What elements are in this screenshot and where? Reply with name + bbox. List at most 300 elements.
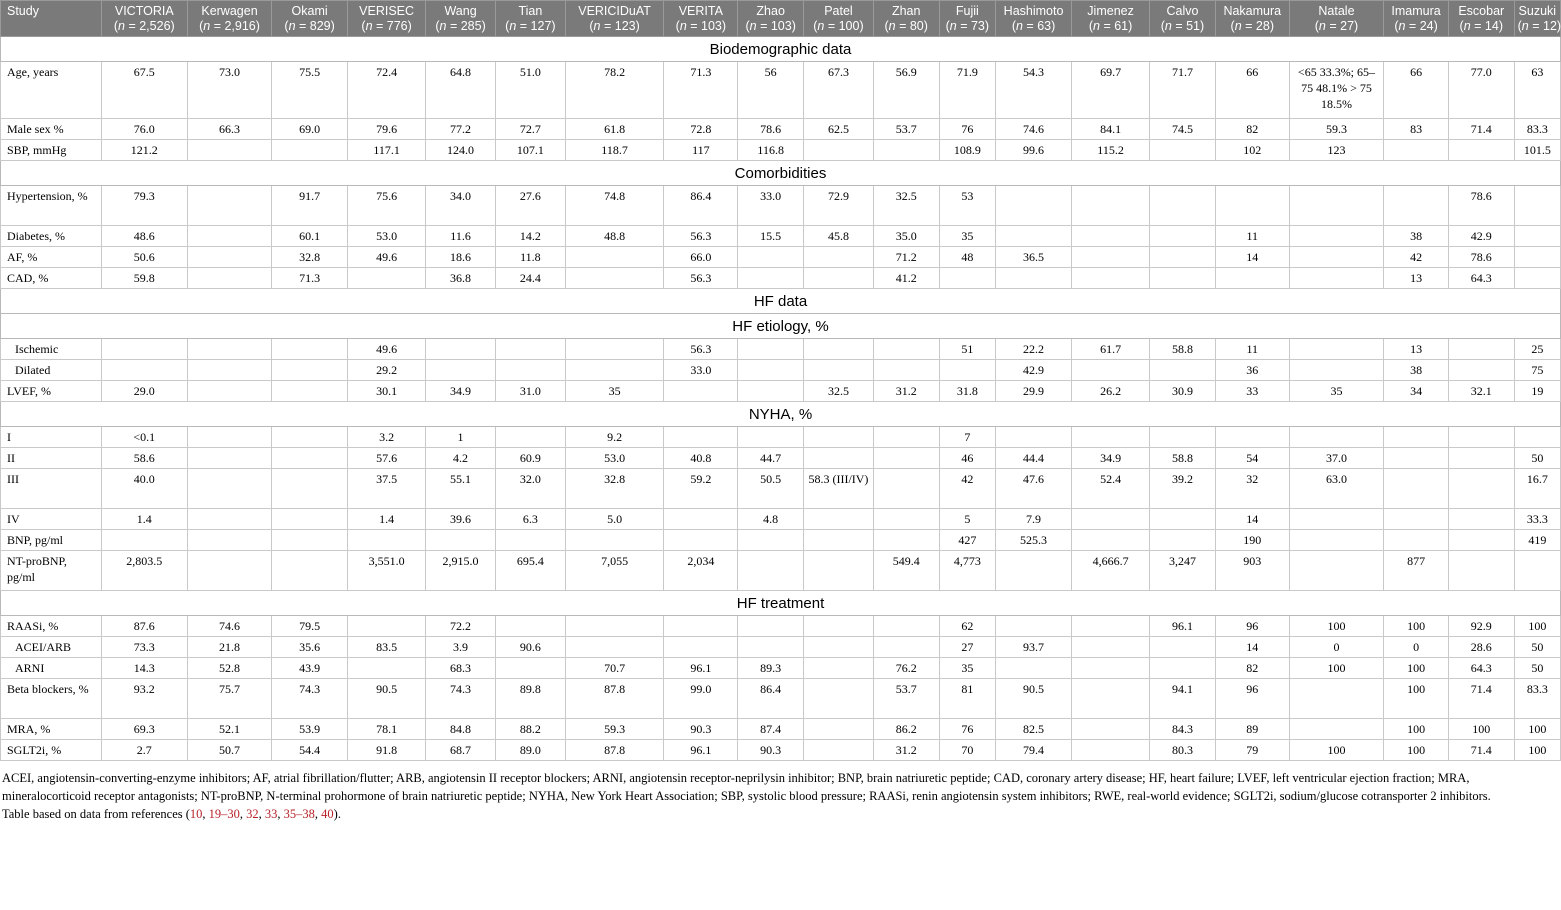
table-cell — [1072, 247, 1150, 268]
table-cell — [738, 339, 804, 360]
table-cell: 1.4 — [101, 509, 187, 530]
table-cell: 64.3 — [1448, 658, 1514, 679]
table-row — [1, 551, 1561, 591]
table-cell: 124.0 — [426, 140, 496, 161]
header-study-11 — [939, 1, 995, 37]
table-cell: 32.5 — [873, 186, 939, 226]
table-cell: 15.5 — [738, 226, 804, 247]
table-cell — [1448, 339, 1514, 360]
table-cell: 30.9 — [1150, 381, 1216, 402]
table-cell — [1384, 530, 1449, 551]
table-cell — [804, 740, 874, 761]
table-cell — [101, 530, 187, 551]
table-cell — [1072, 226, 1150, 247]
table-cell: 59.8 — [101, 268, 187, 289]
section-row — [1, 289, 1561, 314]
reference-link[interactable]: 33 — [264, 807, 278, 821]
row-label: LVEF, % — [1, 381, 102, 402]
table-cell: 100 — [1384, 719, 1449, 740]
table-cell — [1150, 427, 1216, 448]
study-name: VERITA — [678, 4, 723, 18]
table-cell: 93.2 — [101, 679, 187, 719]
table-cell — [565, 616, 664, 637]
section-title: HF treatment — [1, 591, 1561, 616]
table-cell: 877 — [1384, 551, 1449, 591]
table-cell — [1448, 469, 1514, 509]
table-cell: 100 — [1514, 616, 1560, 637]
table-cell: 7,055 — [565, 551, 664, 591]
table-cell — [1072, 530, 1150, 551]
table-cell — [1448, 140, 1514, 161]
table-cell — [426, 530, 496, 551]
sample-size-value: 12 — [1543, 19, 1557, 33]
table-cell: 96.1 — [664, 658, 738, 679]
reference-separator: , — [202, 807, 209, 821]
table-cell: 50 — [1514, 637, 1560, 658]
abbreviations-note: ACEI, angiotensin-converting-enzyme inhibitors; AF, atrial fibrillation/flutter; ARB, angiotensin II receptor blockers; ARNI, angiotensin receptor-neprilysin inhibitor; BNP, brain natriuretic peptide; CAD, coronary artery disease; HF, heart failure; LVEF, left ventricular ejection fraction; MRA, mineralocorticoid receptor antagonists; NT-proBNP, N-terminal prohormone of brain natriuretic peptide; NYHA, New York Heart Association; SBP, systolic blood pressure; RAASi, renin angiotensin system inhibitors; RWE, real-world evidence; SGLT2i, sodium/glucose cotransporter 2 inhibitors. — [2, 771, 1491, 803]
table-cell: 90.5 — [996, 679, 1072, 719]
table-cell — [873, 469, 939, 509]
study-name: Imamura — [1391, 4, 1441, 18]
study-sample-size: (n = 776) — [361, 19, 412, 33]
table-cell: 46 — [939, 448, 995, 469]
table-cell — [996, 427, 1072, 448]
table-row — [1, 658, 1561, 679]
table-row — [1, 469, 1561, 509]
reference-link[interactable]: 32 — [246, 807, 259, 821]
study-sample-size: (n = 2,526) — [113, 19, 175, 33]
table-cell — [272, 469, 348, 509]
table-cell — [187, 360, 271, 381]
table-cell: 18.6 — [426, 247, 496, 268]
table-row — [1, 247, 1561, 268]
study-name: Zhan — [891, 4, 921, 18]
table-cell — [1514, 247, 1560, 268]
table-cell — [664, 427, 738, 448]
table-cell — [738, 551, 804, 591]
table-cell — [1150, 360, 1216, 381]
table-cell: 75.6 — [348, 186, 426, 226]
table-cell: 100 — [1289, 740, 1383, 761]
section-title: NYHA, % — [1, 402, 1561, 427]
table-cell: 96.1 — [1150, 616, 1216, 637]
sample-size-value: 103 — [770, 19, 792, 33]
table-cell: 31.2 — [873, 381, 939, 402]
table-row — [1, 448, 1561, 469]
table-cell: 96 — [1215, 616, 1289, 637]
table-cell: 79.3 — [101, 186, 187, 226]
table-cell: 80.3 — [1150, 740, 1216, 761]
table-cell: 86.4 — [664, 186, 738, 226]
table-cell: 73.3 — [101, 637, 187, 658]
table-cell — [426, 360, 496, 381]
table-cell — [272, 448, 348, 469]
table-cell: 52.4 — [1072, 469, 1150, 509]
table-cell: 53.0 — [348, 226, 426, 247]
table-cell — [101, 360, 187, 381]
study-sample-size: (n = 28) — [1230, 19, 1274, 33]
header-study-6 — [565, 1, 664, 37]
table-cell — [664, 381, 738, 402]
table-cell — [187, 448, 271, 469]
row-label: SBP, mmHg — [1, 140, 102, 161]
table-cell: 79.5 — [272, 616, 348, 637]
table-cell: 49.6 — [348, 247, 426, 268]
study-sample-size: (n = 51) — [1160, 19, 1205, 33]
table-cell — [873, 530, 939, 551]
table-cell: 903 — [1215, 551, 1289, 591]
study-sample-size: (n = 14) — [1459, 19, 1503, 33]
section-title: Comorbidities — [1, 161, 1561, 186]
table-cell: 78.2 — [565, 62, 664, 119]
table-cell: 99.0 — [664, 679, 738, 719]
table-cell: 9.2 — [565, 427, 664, 448]
table-cell: 77.0 — [1448, 62, 1514, 119]
table-row — [1, 381, 1561, 402]
table-cell — [565, 530, 664, 551]
table-cell — [804, 268, 874, 289]
table-cell — [939, 268, 995, 289]
table-cell: 54.4 — [272, 740, 348, 761]
table-row — [1, 119, 1561, 140]
table-cell: 84.3 — [1150, 719, 1216, 740]
table-cell: 78.6 — [1448, 186, 1514, 226]
header-study-9 — [804, 1, 874, 37]
row-label: MRA, % — [1, 719, 102, 740]
table-row — [1, 226, 1561, 247]
table-cell: 28.6 — [1448, 637, 1514, 658]
header-study-18 — [1448, 1, 1514, 37]
table-cell: 74.8 — [565, 186, 664, 226]
table-cell: 83.3 — [1514, 679, 1560, 719]
table-cell: 68.3 — [426, 658, 496, 679]
study-sample-size: (n = 123) — [589, 19, 640, 33]
reference-link[interactable]: 35–38 — [283, 807, 315, 821]
table-cell — [804, 616, 874, 637]
table-cell: 86.4 — [738, 679, 804, 719]
table-cell — [996, 616, 1072, 637]
table-cell — [804, 719, 874, 740]
table-cell: 72.7 — [495, 119, 565, 140]
table-cell: 40.8 — [664, 448, 738, 469]
table-cell — [664, 509, 738, 530]
table-cell: 71.9 — [939, 62, 995, 119]
table-cell — [1289, 719, 1383, 740]
study-sample-size: (n = 100) — [813, 19, 864, 33]
table-cell: 40.0 — [101, 469, 187, 509]
table-cell: 117 — [664, 140, 738, 161]
table-cell: 82 — [1215, 119, 1289, 140]
table-cell — [495, 360, 565, 381]
table-cell — [495, 339, 565, 360]
table-cell — [1150, 268, 1216, 289]
table-cell: 50 — [1514, 448, 1560, 469]
table-cell: 72.2 — [426, 616, 496, 637]
table-cell — [495, 427, 565, 448]
study-sample-size: (n = 829) — [284, 19, 335, 33]
table-cell: 695.4 — [495, 551, 565, 591]
table-cell: 56 — [738, 62, 804, 119]
table-cell: 0 — [1384, 637, 1449, 658]
table-cell: 36.5 — [996, 247, 1072, 268]
source-suffix: ). — [333, 807, 341, 821]
table-cell: 59.3 — [1289, 119, 1383, 140]
table-cell — [1150, 226, 1216, 247]
table-cell: 190 — [1215, 530, 1289, 551]
header-study-2 — [272, 1, 348, 37]
table-cell — [187, 469, 271, 509]
table-cell: 63.0 — [1289, 469, 1383, 509]
table-cell: 14 — [1215, 509, 1289, 530]
study-sample-size: (n = 27) — [1314, 19, 1359, 33]
row-label: Ischemic — [1, 339, 102, 360]
row-label: AF, % — [1, 247, 102, 268]
table-cell: 14.2 — [495, 226, 565, 247]
row-label: Dilated — [1, 360, 102, 381]
table-cell — [738, 381, 804, 402]
section-title: HF data — [1, 289, 1561, 314]
table-cell: 53 — [939, 186, 995, 226]
table-cell: 87.8 — [565, 740, 664, 761]
table-cell — [272, 339, 348, 360]
table-cell: 70 — [939, 740, 995, 761]
table-cell: 66 — [1384, 62, 1449, 119]
reference-link[interactable]: 10 — [189, 807, 203, 821]
table-cell: 14 — [1215, 247, 1289, 268]
table-cell — [1448, 509, 1514, 530]
table-cell: 55.1 — [426, 469, 496, 509]
table-cell: 62 — [939, 616, 995, 637]
row-label: Beta blockers, % — [1, 679, 102, 719]
table-cell: 38 — [1384, 226, 1449, 247]
table-cell: 42.9 — [996, 360, 1072, 381]
reference-link[interactable]: 40 — [321, 807, 334, 821]
section-row — [1, 314, 1561, 339]
study-sample-size: (n = 103) — [675, 19, 727, 33]
table-cell: 34 — [1384, 381, 1449, 402]
table-cell — [1514, 551, 1560, 591]
table-cell: 61.8 — [565, 119, 664, 140]
table-cell — [1072, 268, 1150, 289]
header-study-4 — [426, 1, 496, 37]
table-cell: 14 — [1215, 637, 1289, 658]
table-cell: 51 — [939, 339, 995, 360]
table-cell: 58.3 (III/IV) — [804, 469, 874, 509]
table-cell — [738, 360, 804, 381]
table-cell: 51.0 — [495, 62, 565, 119]
table-cell: 21.8 — [187, 637, 271, 658]
header-study-15 — [1215, 1, 1289, 37]
table-cell — [1514, 226, 1560, 247]
table-cell: 42 — [939, 469, 995, 509]
table-cell: 83 — [1384, 119, 1449, 140]
table-row — [1, 339, 1561, 360]
table-cell: 11 — [1215, 226, 1289, 247]
table-cell: 91.8 — [348, 740, 426, 761]
table-cell — [1072, 186, 1150, 226]
row-label: ARNI — [1, 658, 102, 679]
table-cell: <0.1 — [101, 427, 187, 448]
table-cell: 47.6 — [996, 469, 1072, 509]
table-cell: 58.8 — [1150, 339, 1216, 360]
table-cell — [1514, 268, 1560, 289]
table-cell: 427 — [939, 530, 995, 551]
table-cell: 90.3 — [664, 719, 738, 740]
study-name: Suzuki — [1518, 4, 1557, 18]
table-cell — [804, 658, 874, 679]
table-cell: 84.1 — [1072, 119, 1150, 140]
table-cell — [1514, 186, 1560, 226]
table-cell — [804, 679, 874, 719]
table-cell: 1 — [426, 427, 496, 448]
sample-size-value: 27 — [1340, 19, 1355, 33]
table-cell — [873, 360, 939, 381]
table-cell: 82.5 — [996, 719, 1072, 740]
study-name: Hashimoto — [1003, 4, 1064, 18]
table-row — [1, 740, 1561, 761]
reference-separator: , — [239, 807, 247, 821]
table-row — [1, 360, 1561, 381]
table-cell — [804, 339, 874, 360]
table-cell: 76.2 — [873, 658, 939, 679]
table-row — [1, 427, 1561, 448]
table-cell: 78.6 — [738, 119, 804, 140]
table-cell: 4.2 — [426, 448, 496, 469]
table-cell: 33.3 — [1514, 509, 1560, 530]
table-cell — [804, 637, 874, 658]
section-title: Biodemographic data — [1, 37, 1561, 62]
table-cell: 79 — [1215, 740, 1289, 761]
table-cell — [873, 427, 939, 448]
table-cell: 102 — [1215, 140, 1289, 161]
table-cell — [1289, 551, 1383, 591]
table-cell: 4,773 — [939, 551, 995, 591]
header-study-label: Study — [1, 1, 102, 37]
sample-size-value: 123 — [614, 19, 636, 33]
table-cell: 35 — [565, 381, 664, 402]
table-cell: 35 — [939, 658, 995, 679]
table-cell — [1072, 740, 1150, 761]
sample-size-value: 2,916 — [224, 19, 256, 33]
table-cell: 1.4 — [348, 509, 426, 530]
table-cell — [187, 186, 271, 226]
table-cell: 62.5 — [804, 119, 874, 140]
table-cell: 29.2 — [348, 360, 426, 381]
table-cell: 36 — [1215, 360, 1289, 381]
table-cell — [1384, 469, 1449, 509]
table-cell: 50 — [1514, 658, 1560, 679]
sample-size-value: 2,526 — [139, 19, 171, 33]
table-cell: 108.9 — [939, 140, 995, 161]
table-cell — [1150, 509, 1216, 530]
table-cell: 7 — [939, 427, 995, 448]
table-cell — [873, 140, 939, 161]
table-cell: 90.6 — [495, 637, 565, 658]
table-cell: 11 — [1215, 339, 1289, 360]
table-cell: 100 — [1384, 616, 1449, 637]
row-label: III — [1, 469, 102, 509]
reference-separator: , — [314, 807, 322, 821]
table-cell: 7.9 — [996, 509, 1072, 530]
study-sample-size: (n = 63) — [1011, 19, 1056, 33]
table-cell: 100 — [1514, 719, 1560, 740]
table-cell: 74.6 — [187, 616, 271, 637]
table-cell — [738, 427, 804, 448]
table-cell: 87.6 — [101, 616, 187, 637]
table-cell — [1289, 530, 1383, 551]
table-cell: 32.1 — [1448, 381, 1514, 402]
header-study-12 — [996, 1, 1072, 37]
sample-size-value: 285 — [460, 19, 482, 33]
table-cell: 53.7 — [873, 119, 939, 140]
sample-size-value: 776 — [386, 19, 408, 33]
header-study-10 — [873, 1, 939, 37]
table-cell: 54.3 — [996, 62, 1072, 119]
table-cell: 37.5 — [348, 469, 426, 509]
table-cell — [873, 637, 939, 658]
table-cell — [1072, 658, 1150, 679]
table-cell: 69.3 — [101, 719, 187, 740]
table-cell — [1072, 679, 1150, 719]
reference-separator: , — [258, 807, 265, 821]
table-cell: <65 33.3%; 65–75 48.1% > 75 18.5% — [1289, 62, 1383, 119]
table-cell — [1289, 339, 1383, 360]
header-study-0 — [101, 1, 187, 37]
sample-size-value: 100 — [838, 19, 860, 33]
table-cell: 82 — [1215, 658, 1289, 679]
table-cell: 27 — [939, 637, 995, 658]
table-cell: 79.4 — [996, 740, 1072, 761]
study-sample-size: (n = 24) — [1394, 19, 1438, 33]
table-cell — [1289, 360, 1383, 381]
table-cell: 69.7 — [1072, 62, 1150, 119]
table-cell: 117.1 — [348, 140, 426, 161]
table-cell: 52.1 — [187, 719, 271, 740]
table-cell: 74.6 — [996, 119, 1072, 140]
table-cell: 70.7 — [565, 658, 664, 679]
table-cell: 100 — [1289, 658, 1383, 679]
table-cell: 101.5 — [1514, 140, 1560, 161]
study-sample-size: (n = 2,916) — [199, 19, 260, 33]
table-cell: 116.8 — [738, 140, 804, 161]
table-cell: 50.6 — [101, 247, 187, 268]
row-label: ACEI/ARB — [1, 637, 102, 658]
table-cell: 59.2 — [664, 469, 738, 509]
section-row — [1, 161, 1561, 186]
table-cell — [1072, 719, 1150, 740]
table-cell — [187, 226, 271, 247]
study-sample-size: (n = 80) — [884, 19, 928, 33]
table-cell: 26.2 — [1072, 381, 1150, 402]
study-sample-size: (n = 73) — [945, 19, 990, 33]
table-cell: 72.4 — [348, 62, 426, 119]
table-cell — [187, 247, 271, 268]
table-cell — [1384, 509, 1449, 530]
header-study-3 — [348, 1, 426, 37]
table-cell: 44.7 — [738, 448, 804, 469]
table-cell: 89.8 — [495, 679, 565, 719]
table-cell — [1072, 616, 1150, 637]
table-cell — [187, 339, 271, 360]
table-cell: 83.3 — [1514, 119, 1560, 140]
table-cell: 31.2 — [873, 740, 939, 761]
reference-link[interactable]: 19–30 — [208, 807, 240, 821]
table-cell — [272, 530, 348, 551]
table-cell: 76.0 — [101, 119, 187, 140]
table-footnotes — [0, 761, 1561, 823]
table-cell: 72.8 — [664, 119, 738, 140]
reference-list — [190, 807, 334, 821]
